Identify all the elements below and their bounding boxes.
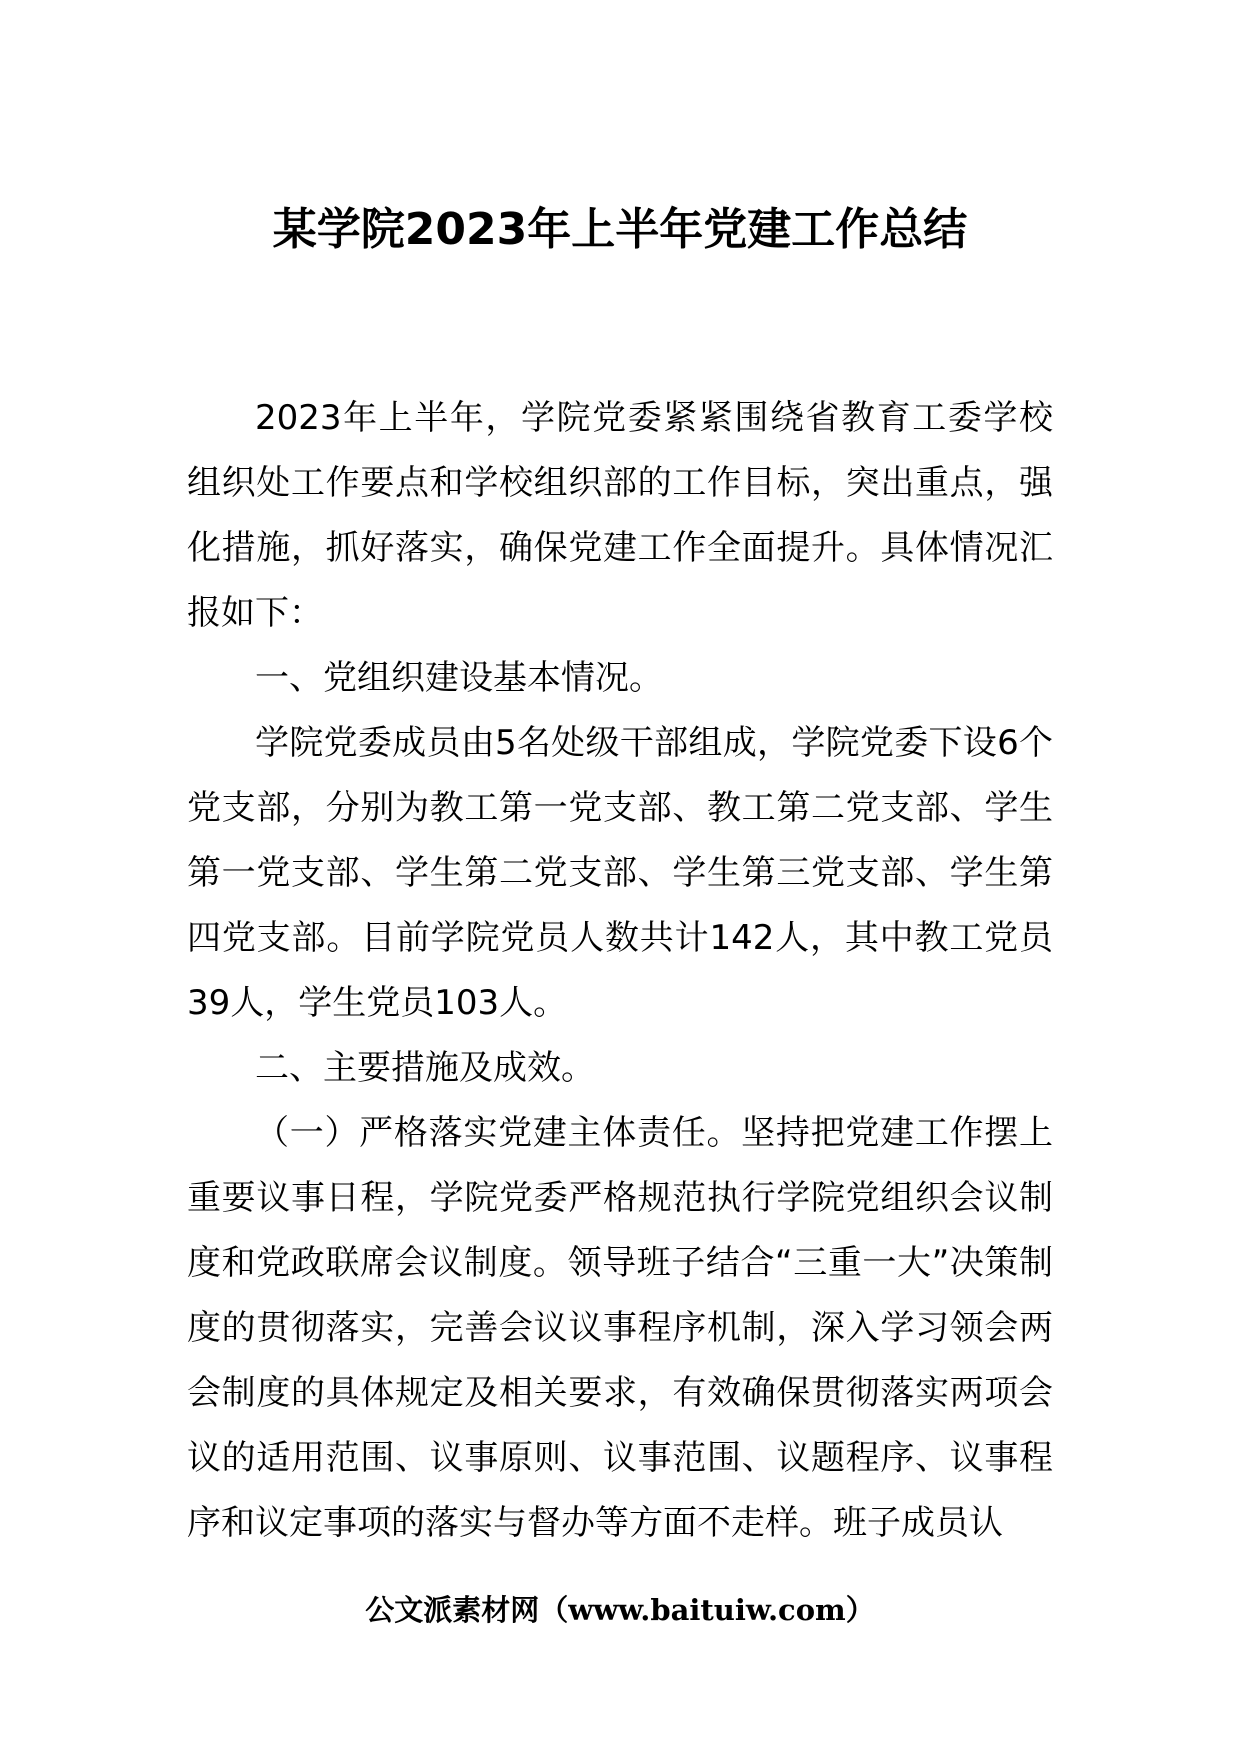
section-heading-2: 二、主要措施及成效。 [255, 1048, 595, 1088]
page-footer: 公文派素材网（www.baituiw.com） [365, 1593, 875, 1627]
document-title: 某学院2023年上半年党建工作总结 [272, 204, 968, 255]
section-heading-1: 一、党组织建设基本情况。 [255, 658, 663, 698]
responsibility-paragraph: （一）严格落实党建主体责任。坚持把党建工作摆上重要议事日程，学院党委严格规范执行学院党组织会议制度和党政联席会议制度。领导班子结合“三重一大”决策制度的贯彻落实，完善会议议事程序机制，深入学习领会两会制度的具体规定及相关要求，有效确保贯彻落实两项会议的适用范围、议事原则、议事范围、议题程序、议事程序和议定事项的落实与督办等方面不走样。班子成员认 [187, 1113, 1053, 1543]
intro-paragraph: 2023年上半年，学院党委紧紧围绕省教育工委学校组织处工作要点和学校组织部的工作目标，突出重点，强化措施，抓好落实，确保党建工作全面提升。具体情况汇报如下： [187, 398, 1053, 633]
document-body [187, 386, 1053, 1556]
organization-paragraph: 学院党委成员由5名处级干部组成，学院党委下设6个党支部，分别为教工第一党支部、教工第二党支部、学生第一党支部、学生第二党支部、学生第三党支部、学生第四党支部。目前学院党员人数共计142人，其中教工党员39人，学生党员103人。 [187, 723, 1053, 1023]
